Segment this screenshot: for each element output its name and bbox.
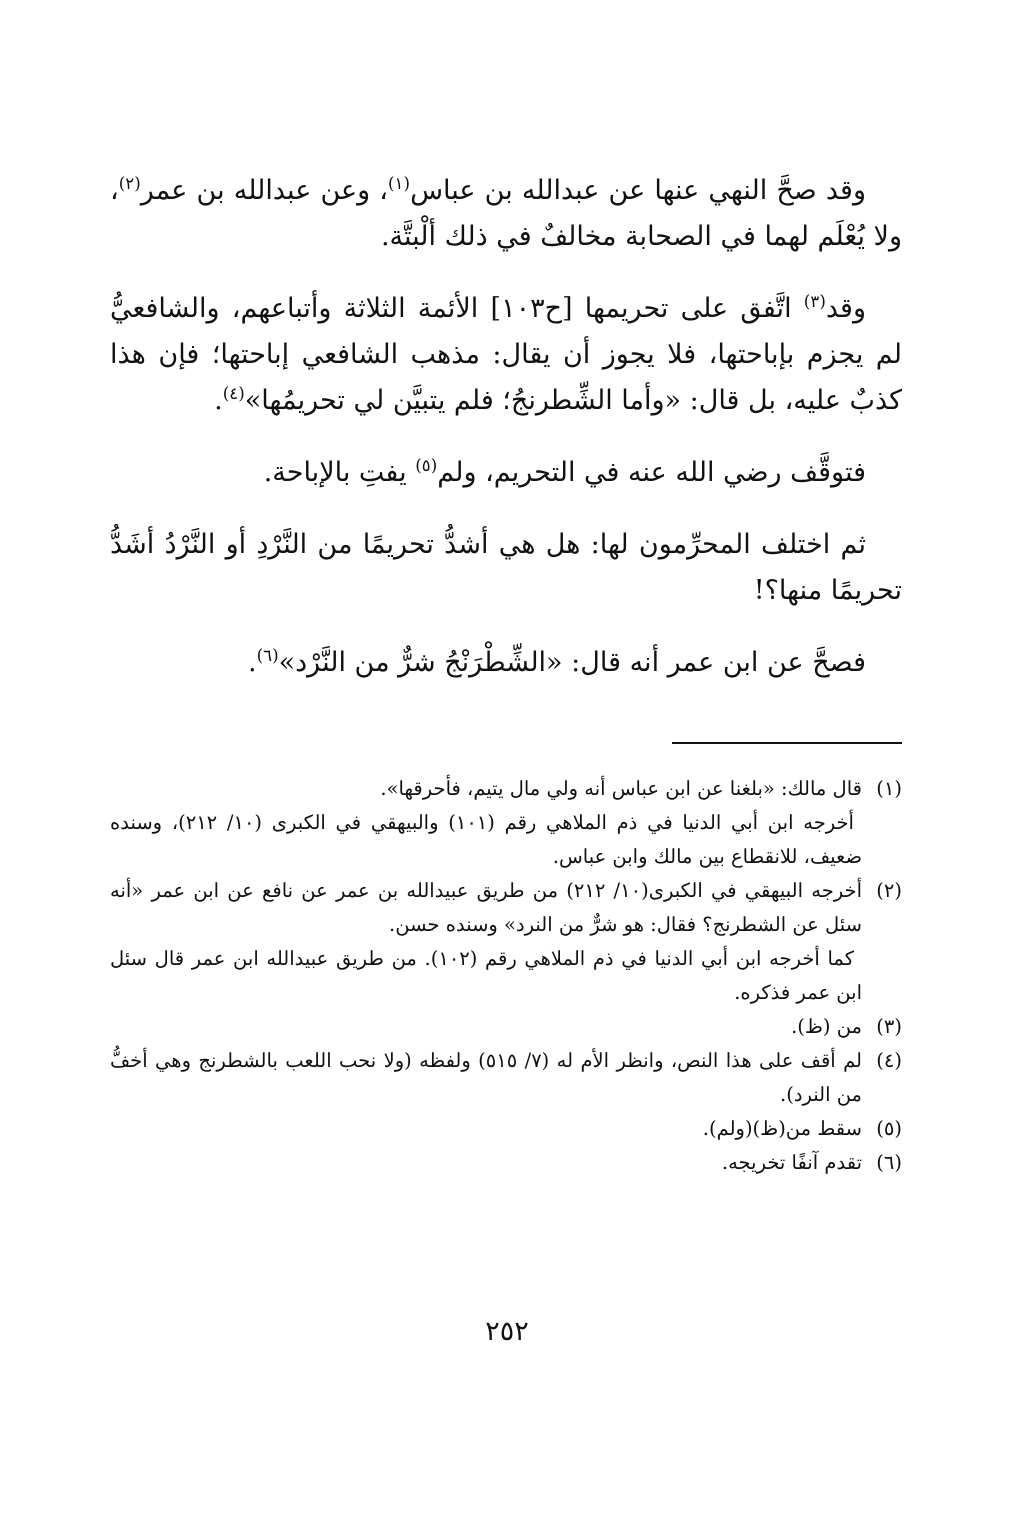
page-number: ٢٥٢ bbox=[485, 1316, 529, 1347]
footnote-5 bbox=[110, 1112, 902, 1146]
footnote-ref-1: (١) bbox=[388, 173, 411, 193]
footnotes-section bbox=[110, 772, 902, 1180]
footnote-line: تقدم آنفًا تخريجه. bbox=[721, 1151, 862, 1174]
footnote-ref-4: (٤) bbox=[222, 383, 245, 403]
footnote-line: أخرجه ابن أبي الدنيا في ذم الملاهي رقم (١٠١) والبيهقي في الكبرى (١٠/ ٢١٢)، وسنده ضعيف، للانقطاع بين مالك وابن عباس. bbox=[110, 811, 862, 868]
footnote-number: (٢) bbox=[876, 879, 902, 902]
footnote-number: (٤) bbox=[876, 1049, 902, 1072]
footnote-line: أخرجه البيهقي في الكبرى(١٠/ ٢١٢) من طريق عبيدالله بن عمر عن نافع عن ابن عمر «أنه سئل عن الشطرنج؟ فقال: هو شرٌّ من النرد» وسنده حسن. bbox=[110, 879, 862, 936]
footnote-number: (٣) bbox=[876, 1015, 902, 1038]
footnote-ref-6: (٦) bbox=[256, 645, 279, 665]
footnote-line: سقط من(ظ)(ولم). bbox=[702, 1117, 862, 1140]
footnote-4 bbox=[110, 1044, 902, 1112]
footnote-1 bbox=[110, 772, 902, 874]
footnote-ref-2: (٢) bbox=[118, 173, 141, 193]
footnote-3 bbox=[110, 1010, 902, 1044]
footnote-6 bbox=[110, 1146, 902, 1180]
body-paragraph-3: فتوقَّف رضي الله عنه في التحريم، ولم$^{(٥)}$ يفتِ بالإباحة. bbox=[263, 455, 866, 488]
footnote-line: كما أخرجه ابن أبي الدنيا في ذم الملاهي رقم (١٠٢). من طريق عبيدالله ابن عمر قال سئل ابن عمر فذكره. bbox=[110, 947, 862, 1004]
footnote-line: لم أقف على هذا النص، وانظر الأم له (٧/ ٥١٥) ولفظه (ولا نحب اللعب بالشطرنج وهي أخفُّ من النرد). bbox=[110, 1049, 862, 1106]
page-content bbox=[110, 168, 902, 1180]
footnote-number: (١) bbox=[876, 777, 902, 800]
body-paragraph-5: فصحَّ عن ابن عمر أنه قال: «الشِّطْرَنْجُ شرٌّ من النَّرْد»$^{(٦)}$. bbox=[247, 645, 866, 678]
footnote-line: قال مالك: «بلغنا عن ابن عباس أنه ولي مال يتيم، فأحرقها». bbox=[380, 777, 862, 800]
footnote-ref-5: (٥) bbox=[415, 455, 438, 475]
body-paragraph-4: ثم اختلف المحرِّمون لها: هل هي أشدُّ تحريمًا من النَّرْدِ أو النَّرْدُ أشَدُّ تحريمًا منها؟! bbox=[110, 529, 902, 606]
footnote-2 bbox=[110, 874, 902, 1010]
body-paragraph-2: وقد$^{(٣)}$ اتَّفق على تحريمها [ح١٠٣] الأئمة الثلاثة وأتباعهم، والشافعيُّ لم يجزم بإباحتها، فلا يجوز أن يقال: مذهب الشافعي إباحتها؛ فإن هذا كذبٌ عليه، بل قال: «وأما الشِّطرنجُ؛ فلم يتبيَّن لي تحريمُها»$^{(٤)}$. bbox=[110, 291, 902, 416]
footnote-number: (٦) bbox=[876, 1151, 902, 1174]
body-paragraph-1: وقد صحَّ النهي عنها عن عبدالله بن عباس$^{(١)}$، وعن عبدالله بن عمر$^{(٢)}$، ولا يُعْلَم لهما في الصحابة مخالفٌ في ذلك ألْبتَّة. bbox=[110, 173, 902, 252]
footnote-ref-3: (٣) bbox=[803, 291, 826, 311]
footnote-line: من (ظ). bbox=[791, 1015, 862, 1038]
footnote-number: (٥) bbox=[876, 1117, 902, 1140]
footnote-divider bbox=[672, 742, 902, 744]
